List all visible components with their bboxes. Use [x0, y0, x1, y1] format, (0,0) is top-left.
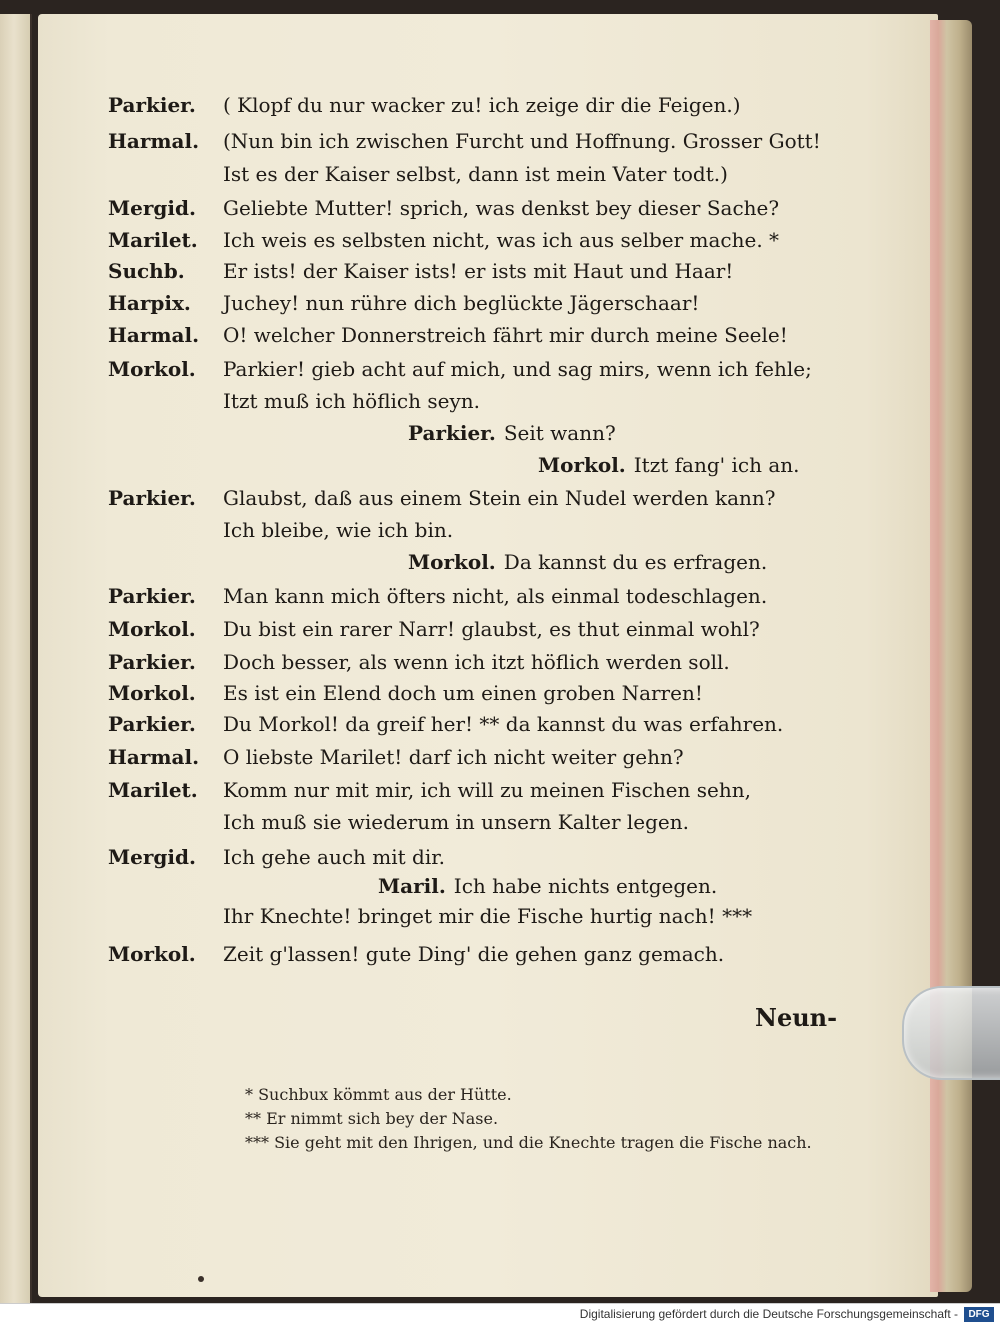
- speech-text: Er ists! der Kaiser ists! er ists mit Haut und Haar!: [223, 259, 734, 283]
- dialogue-line: [108, 88, 898, 122]
- speech-text: O liebste Marilet! darf ich nicht weiter gehn?: [223, 745, 684, 769]
- dialogue-line: [108, 352, 898, 386]
- speaker-name: Harmal.: [108, 745, 200, 769]
- speaker-name: Parkier.: [108, 93, 196, 117]
- speech-text: Ich weis es selbsten nicht, was ich aus selber mache. *: [223, 228, 780, 252]
- dialogue-line: [108, 513, 898, 547]
- inline-speech: Ich habe nichts entgegen.: [453, 874, 718, 898]
- inline-speaker-name: Morkol.: [408, 550, 496, 574]
- dialogue-line: [108, 254, 898, 288]
- speech-text: ( Klopf du nur wacker zu! ich zeige dir die Feigen.): [223, 93, 741, 117]
- speaker-name: Morkol.: [108, 942, 196, 966]
- speech-text: Du Morkol! da greif her! ** da kannst du was erfahren.: [223, 712, 784, 736]
- dialogue-line: [108, 612, 898, 646]
- speaker-name: Harmal.: [108, 129, 200, 153]
- dialogue-line: [108, 384, 898, 418]
- dfg-logo: DFG: [964, 1307, 994, 1322]
- speech-text: Geliebte Mutter! sprich, was denkst bey dieser Sache?: [223, 196, 780, 220]
- speaker-name: Mergid.: [108, 845, 196, 869]
- dialogue-line: [108, 448, 898, 482]
- dialogue-line: [108, 157, 898, 191]
- speech-text: [538, 448, 800, 482]
- dialogue-line: [108, 191, 898, 225]
- speaker-name: Marilet.: [108, 778, 198, 802]
- inline-speech: Da kannst du es erfragen.: [503, 550, 768, 574]
- speech-text: Parkier! gieb acht auf mich, und sag mirs, wenn ich fehle;: [223, 357, 812, 381]
- dialogue-line: [108, 740, 898, 774]
- speech-text: Komm nur mit mir, ich will zu meinen Fischen sehn,: [223, 778, 751, 802]
- speaker-name: Parkier.: [108, 486, 196, 510]
- inline-speech: Seit wann?: [503, 421, 616, 445]
- dialogue-line: [108, 676, 898, 710]
- speech-text: Glaubst, daß aus einem Stein ein Nudel werden kann?: [223, 486, 776, 510]
- inline-speech: Itzt fang' ich an.: [633, 453, 800, 477]
- speaker-name: Suchb.: [108, 259, 185, 283]
- dialogue-line: [108, 869, 898, 903]
- dialogue-line: [108, 124, 898, 158]
- dialogue-line: [108, 223, 898, 257]
- speech-text: Es ist ein Elend doch um einen groben Narren!: [223, 681, 703, 705]
- speaker-name: Parkier.: [108, 584, 196, 608]
- speaker-name: Morkol.: [108, 681, 196, 705]
- dialogue-line: [108, 773, 898, 807]
- dialogue-line: [108, 481, 898, 515]
- dialogue-line: [108, 937, 898, 971]
- speech-text: [408, 416, 616, 450]
- footnote: ** Er nimmt sich bey der Nase.: [245, 1109, 499, 1128]
- speaker-name: Morkol.: [108, 357, 196, 381]
- speech-text: Zeit g'lassen! gute Ding' die gehen ganz gemach.: [223, 942, 725, 966]
- speech-text: Du bist ein rarer Narr! glaubst, es thut einmal wohl?: [223, 617, 760, 641]
- speech-text: (Nun bin ich zwischen Furcht und Hoffnung. Grosser Gott!: [223, 129, 821, 153]
- dialogue-line: [108, 805, 898, 839]
- inline-speaker-name: Morkol.: [538, 453, 626, 477]
- speech-text: Itzt muß ich höflich seyn.: [223, 389, 481, 413]
- inline-speaker-name: Maril.: [378, 874, 446, 898]
- speaker-name: Parkier.: [108, 712, 196, 736]
- credit-bar: [0, 1303, 1000, 1326]
- ink-spot: [198, 1276, 204, 1282]
- speaker-name: Harmal.: [108, 323, 200, 347]
- footnote: *** Sie geht mit den Ihrigen, und die Knechte tragen die Fische nach.: [245, 1133, 812, 1152]
- catchword: Neun-: [755, 1003, 838, 1032]
- speech-text: [408, 545, 767, 579]
- footnotes: [245, 1083, 895, 1155]
- speech-text: [378, 869, 717, 903]
- inline-speaker-name: Parkier.: [408, 421, 496, 445]
- dialogue-line: [108, 545, 898, 579]
- dialogue-line: [108, 318, 898, 352]
- speaker-name: Mergid.: [108, 196, 196, 220]
- speech-text: Doch besser, als wenn ich itzt höflich werden soll.: [223, 650, 730, 674]
- dialogue-line: [108, 899, 898, 933]
- speech-text: Ist es der Kaiser selbst, dann ist mein Vater todt.): [223, 162, 728, 186]
- speech-text: Ich gehe auch mit dir.: [223, 845, 445, 869]
- speech-text: Ihr Knechte! bringet mir die Fische hurtig nach! ***: [223, 904, 753, 928]
- dialogue-line: [108, 286, 898, 320]
- speech-text: Juchey! nun rühre dich beglückte Jägerschaar!: [223, 291, 700, 315]
- speaker-name: Marilet.: [108, 228, 198, 252]
- dialogue-line: [108, 579, 898, 613]
- speech-text: O! welcher Donnerstreich fährt mir durch meine Seele!: [223, 323, 788, 347]
- dialogue-line: [108, 645, 898, 679]
- dialogue-line: [108, 416, 898, 450]
- speech-text: Ich muß sie wiederum in unsern Kalter legen.: [223, 810, 689, 834]
- speaker-name: Morkol.: [108, 617, 196, 641]
- dialogue-line: [108, 707, 898, 741]
- speech-text: Ich bleibe, wie ich bin.: [223, 518, 454, 542]
- footnote: * Suchbux kömmt aus der Hütte.: [245, 1085, 512, 1104]
- credit-text: Digitalisierung gefördert durch die Deutsche Forschungsgemeinschaft -: [579, 1307, 958, 1321]
- speaker-name: Harpix.: [108, 291, 191, 315]
- speech-text: Man kann mich öfters nicht, als einmal todeschlagen.: [223, 584, 768, 608]
- speaker-name: Parkier.: [108, 650, 196, 674]
